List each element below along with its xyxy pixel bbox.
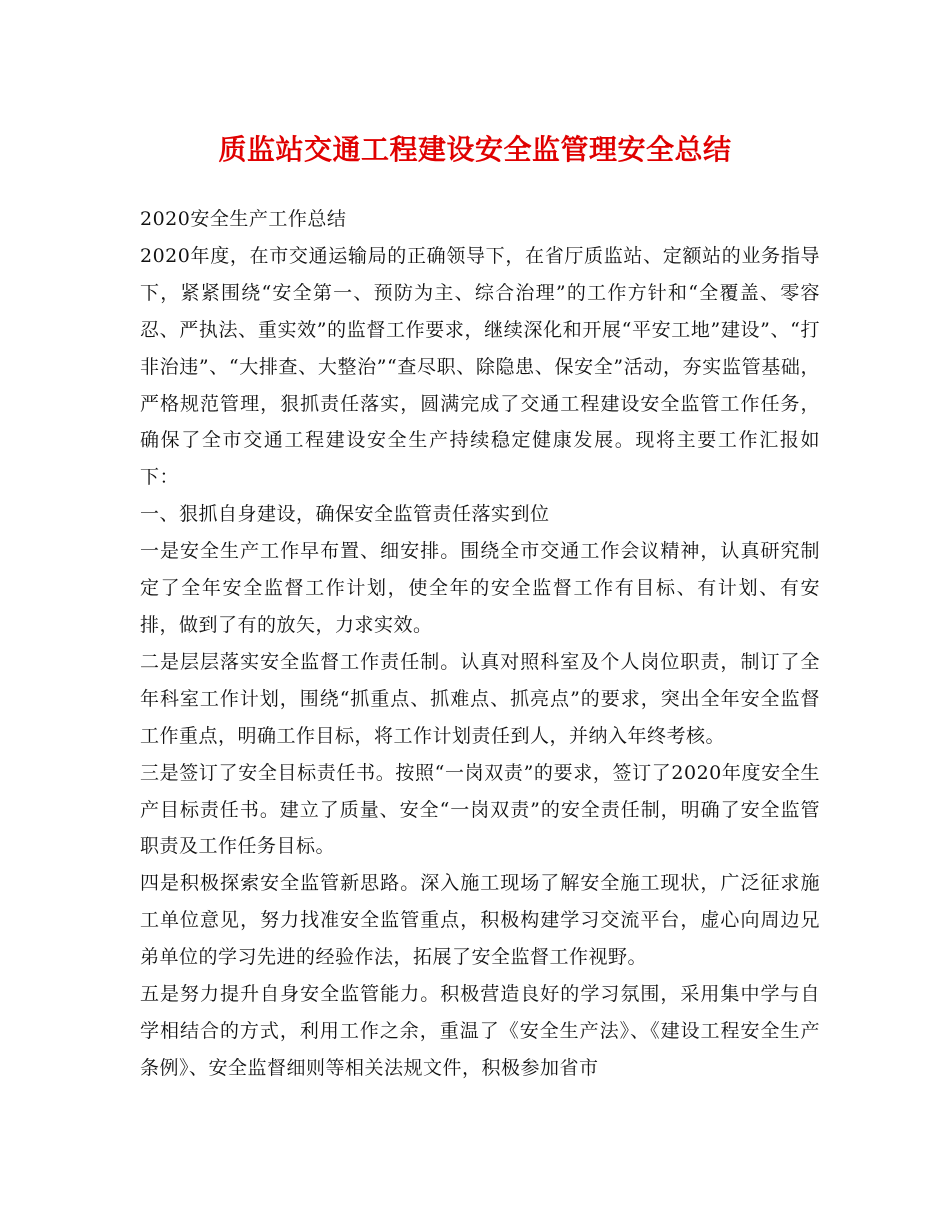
- paragraph-item-three: 三是签订了安全目标责任书。按照“一岗双责”的要求，签订了2020年度安全生产目标责任书。建立了质量、安全“一岗双责”的安全责任制，明确了安全监管职责及工作任务目标。: [140, 761, 820, 858]
- paragraph-item-five: 五是努力提升自身安全监管能力。积极营造良好的学习氛围，采用集中学与自学相结合的方式，利用工作之余，重温了《安全生产法》、《建设工程安全生产条例》、安全监督细则等相关法规文件，积极参加省市: [140, 983, 820, 1079]
- document-body: [140, 201, 820, 1087]
- paragraph-item-two: 二是层层落实安全监督工作责任制。认真对照科室及个人岗位职责，制订了全年科室工作计划，围绕“抓重点、抓难点、抓亮点”的要求，突出全年安全监督工作重点，明确工作目标，将工作计划责任到人，并纳入年终考核。: [140, 650, 820, 747]
- paragraph-item-one: 一是安全生产工作早布置、细安排。围绕全市交通工作会议精神，认真研究制定了全年安全监督工作计划，使全年的安全监督工作有目标、有计划、有安排，做到了有的放矢，力求实效。: [140, 540, 820, 636]
- paragraph-item-four: 四是积极探索安全监管新思路。深入施工现场了解安全施工现状，广泛征求施工单位意见，努力找准安全监管重点，积极构建学习交流平台，虚心向周边兄弟单位的学习先进的经验作法，拓展了安全监督工作视野。: [140, 872, 820, 969]
- paragraph-intro: 2020年度，在市交通运输局的正确领导下，在省厅质监站、定额站的业务指导下，紧紧围绕“安全第一、预防为主、综合治理”的工作方针和“全覆盖、零容忍、严执法、重实效”的监督工作要求，继续深化和开展“平安工地”建设”、“打非治违”、“大排查、大整治”“查尽职、除隐患、保安全”活动，夯实监管基础，严格规范管理，狠抓责任落实，圆满完成了交通工程建设安全监管工作任务，确保了全市交通工程建设安全生产持续稳定健康发展。现将主要工作汇报如下：: [140, 244, 820, 489]
- paragraph-heading-summary: 2020安全生产工作总结: [140, 208, 347, 230]
- paragraph-section-one-heading: 一、狠抓自身建设，确保安全监管责任落实到位: [140, 503, 550, 526]
- document-title: 质监站交通工程建设安全监管理安全总结: [218, 133, 732, 166]
